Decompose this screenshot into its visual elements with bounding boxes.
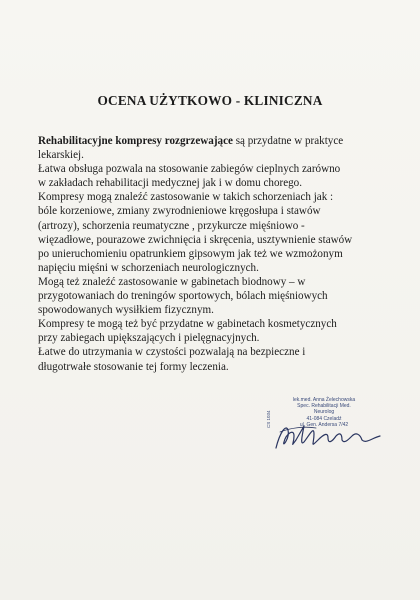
- stamp-side-text: CS 1034: [266, 410, 271, 428]
- stamp-line: ul. Gen. Andersa 7/42: [299, 421, 349, 428]
- text-line: przy zabiegach upiększających i pielęgnacyjnych.: [38, 332, 260, 345]
- text-line: napięciu mięśni w schorzeniach neurologicznych.: [38, 261, 259, 274]
- text-line: Łatwe do utrzymania w czystości pozwalają na bezpieczne i: [38, 346, 306, 359]
- text-line: [38, 134, 390, 148]
- paragraph-cosmetic: [38, 317, 390, 345]
- text-line: Łatwa obsługa pozwala na stosowanie zabiegów cieplnych zarówno: [38, 163, 341, 176]
- text-line: po unieruchomieniu opatrunkiem gipsowym jak też we wzmożonym: [38, 247, 343, 260]
- paragraph-indications: [38, 190, 390, 275]
- handwritten-signature: [270, 415, 390, 458]
- stamp-line: 41-084 Czeladź: [306, 415, 342, 422]
- paragraph-usage: [38, 162, 390, 190]
- paragraph-sports: [38, 275, 390, 317]
- text-line: Mogą też znaleźć zastosowanie w gabinetach biodnowy – w: [38, 275, 306, 288]
- stamp-line: Neurolog: [313, 409, 335, 416]
- text-fragment: są przydatne w praktyce: [232, 135, 344, 147]
- text-line: lekarskiej.: [38, 149, 84, 162]
- text-line: więzadłowe, pourazowe zwichnięcia i skręcenia, usztywnienie stawów: [38, 233, 353, 246]
- text-line: przygotowaniach do treningów sportowych, bólach mięśniowych: [38, 290, 328, 303]
- text-line: w zakładach rehabilitacji medycznej jak i w domu chorego.: [38, 177, 302, 190]
- text-line: bóle korzeniowe, zmiany zwyrodnieniowe kręgosłupa i stawów: [38, 205, 321, 218]
- document-title: OCENA UŻYTKOWO - KLINICZNA: [97, 93, 323, 108]
- text-line: Kompresy te mogą też być przydatne w gabinetach kosmetycznych: [38, 318, 337, 331]
- text-line: (artrozy), schorzenia reumatyczne , przykurcze mięśniowo -: [38, 219, 305, 232]
- paragraph-intro: [38, 134, 390, 162]
- stamp-line: lek.med. Anna Żelechowska: [292, 397, 356, 403]
- text-line: długotrwałe stosowanie tej formy leczenia.: [38, 360, 229, 373]
- text-line: Kompresy mogą znaleźć zastosowanie w takich schorzeniach jak :: [38, 191, 334, 204]
- product-name: Rehabilitacyjne kompresy rozgrzewające: [38, 135, 233, 147]
- paragraph-hygiene: [38, 345, 390, 373]
- document-body: [38, 134, 390, 374]
- stamp-line: Spec. Rehabilitacji Med.: [297, 403, 351, 410]
- text-line: spowodowanych wysiłkiem fizycznym.: [38, 304, 214, 317]
